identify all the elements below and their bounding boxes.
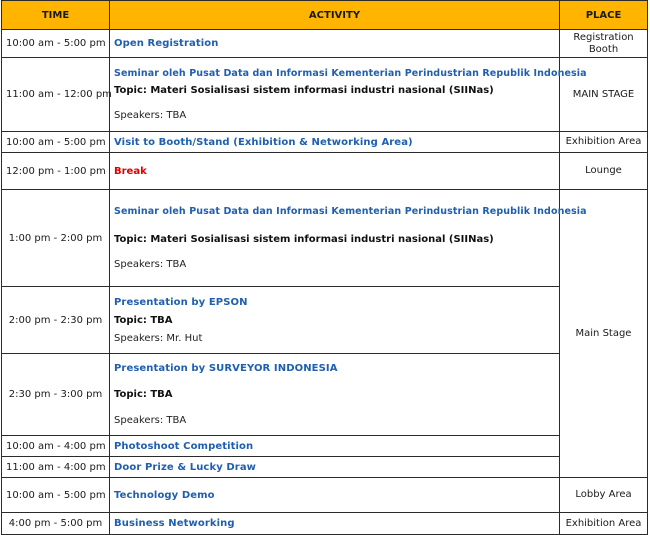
- activity-topic: Topic: TBA: [114, 389, 173, 400]
- activity-cell: [110, 457, 560, 478]
- table-row: [2, 58, 648, 132]
- activity-topic: Topic: Materi Sosialisasi sistem informasi industri nasional (SIINas): [114, 234, 494, 245]
- activity-cell: [110, 436, 560, 457]
- table-row: [2, 354, 648, 436]
- activity-cell: [110, 287, 560, 354]
- header-time: TIME: [2, 1, 110, 30]
- activity-title: Visit to Booth/Stand (Exhibition & Networking Area): [114, 136, 413, 148]
- table-row: [2, 153, 648, 190]
- activity-cell: [110, 132, 560, 153]
- activity-topic: Topic: Materi Sosialisasi sistem informasi industri nasional (SIINas): [114, 85, 494, 96]
- table-row: [2, 513, 648, 535]
- table-row: [2, 30, 648, 58]
- activity-title: Seminar oleh Pusat Data dan Informasi Kementerian Perindustrian Republik Indonesia: [114, 68, 587, 79]
- activity-speakers: Speakers: TBA: [114, 259, 187, 270]
- table-row: [2, 190, 648, 287]
- activity-speakers: Speakers: TBA: [114, 415, 187, 426]
- activity-cell: [110, 354, 560, 436]
- activity-speakers: Speakers: TBA: [114, 110, 187, 121]
- table-row: [2, 132, 648, 153]
- time-cell: 10:00 am - 5:00 pm: [2, 132, 110, 153]
- activity-cell: [110, 58, 587, 132]
- time-cell: 11:00 am - 4:00 pm: [2, 457, 110, 478]
- place-cell: Lounge: [560, 153, 648, 190]
- time-cell: 12:00 pm - 1:00 pm: [2, 153, 110, 190]
- schedule-table: [1, 0, 648, 535]
- activity-speakers: Speakers: Mr. Hut: [114, 332, 203, 344]
- activity-title: Technology Demo: [114, 489, 215, 501]
- table-row: [2, 436, 648, 457]
- activity-title: Photoshoot Competition: [114, 440, 254, 452]
- place-cell: MAIN STAGE: [560, 58, 648, 132]
- time-cell: 2:30 pm - 3:00 pm: [2, 354, 110, 436]
- activity-cell: [110, 513, 560, 535]
- activity-title: Presentation by SURVEYOR INDONESIA: [114, 363, 338, 374]
- activity-cell: [110, 190, 587, 287]
- time-cell: 4:00 pm - 5:00 pm: [2, 513, 110, 535]
- time-cell: 10:00 am - 5:00 pm: [2, 478, 110, 513]
- table-row: [2, 457, 648, 478]
- header-row: [2, 1, 648, 30]
- place-cell: Exhibition Area: [560, 513, 648, 535]
- activity-title: Business Networking: [114, 518, 235, 529]
- activity-cell: [110, 478, 560, 513]
- activity-cell: [110, 30, 560, 58]
- header-place: PLACE: [560, 1, 648, 30]
- place-cell: Lobby Area: [560, 478, 648, 513]
- break-label: Break: [114, 165, 147, 177]
- time-cell: 2:00 pm - 2:30 pm: [2, 287, 110, 354]
- activity-topic: Topic: TBA: [114, 314, 173, 326]
- place-cell-main-stage: Main Stage: [560, 190, 648, 478]
- header-activity: ACTIVITY: [110, 1, 560, 30]
- time-cell: 11:00 am - 12:00 pm: [2, 58, 110, 132]
- place-cell: Exhibition Area: [560, 132, 648, 153]
- activity-title: Seminar oleh Pusat Data dan Informasi Kementerian Perindustrian Republik Indonesia: [114, 206, 587, 217]
- place-cell: Registration Booth: [560, 30, 648, 58]
- time-cell: 10:00 am - 4:00 pm: [2, 436, 110, 457]
- time-cell: 10:00 am - 5:00 pm: [2, 30, 110, 58]
- activity-cell: [110, 153, 560, 190]
- activity-title: Presentation by EPSON: [114, 296, 248, 308]
- table-row: [2, 478, 648, 513]
- activity-title: Door Prize & Lucky Draw: [114, 461, 257, 473]
- activity-title: Open Registration: [114, 38, 219, 49]
- table-row: [2, 287, 648, 354]
- time-cell: 1:00 pm - 2:00 pm: [2, 190, 110, 287]
